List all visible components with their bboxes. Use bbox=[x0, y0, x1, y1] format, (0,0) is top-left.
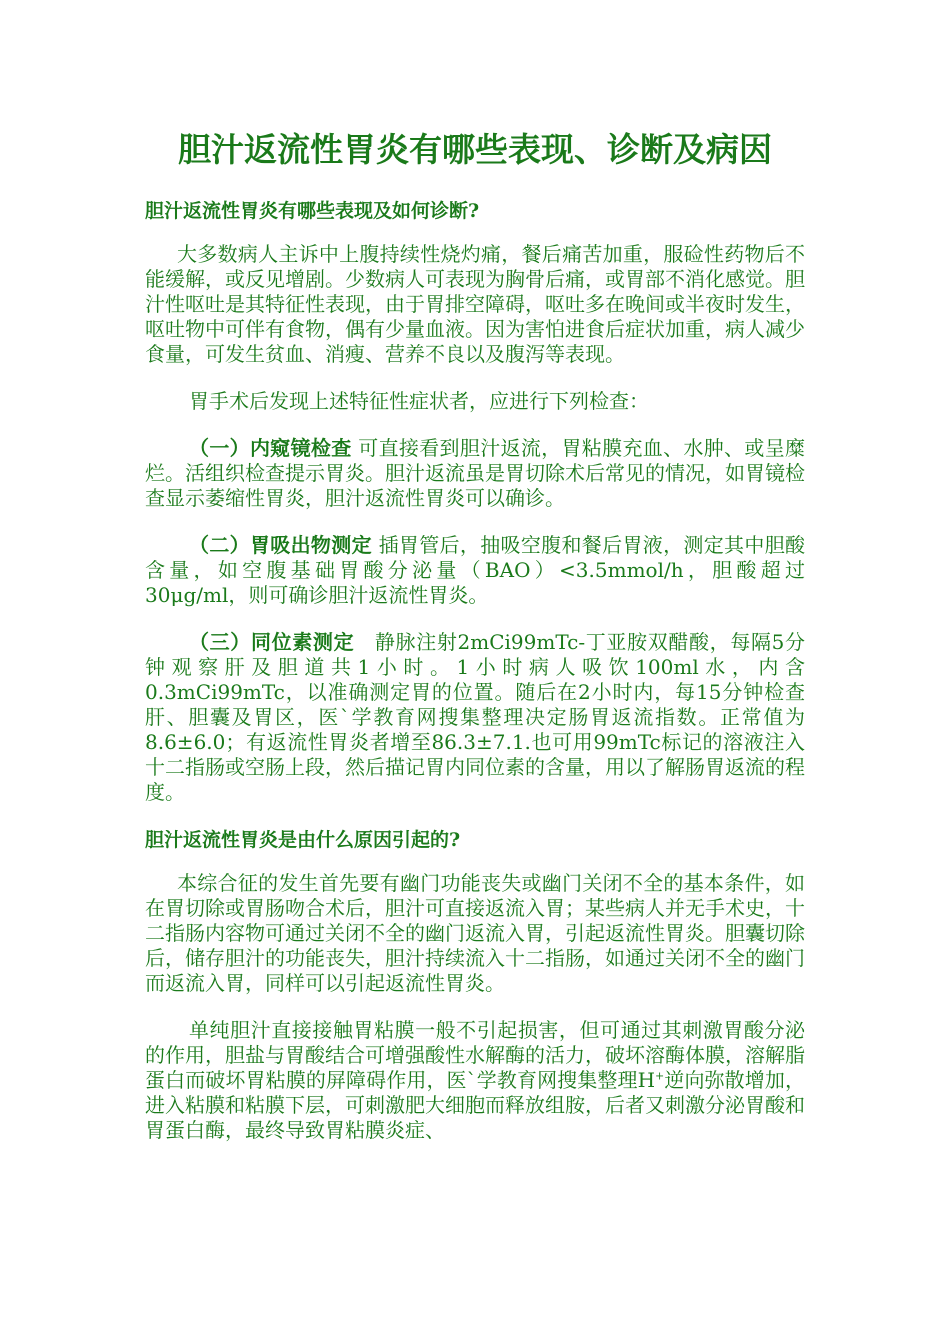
page-title: 胆汁返流性胃炎有哪些表现、诊断及病因 bbox=[178, 130, 772, 169]
item-text-isotope: 静脉注射2mCi99mTc-丁亚胺双醋酸，每隔5分钟观察肝及胆道共1小时。1小时病人吸饮100ml水，内含0.3mCi99mTc，以准确测定胃的位置。随后在2小时内，每15分钟检查肝、胆囊及胃区，医`学教育网搜集整理决定肠胃返流指数。正常值为8.6±6.0；有返流性胃炎者增至86.3±7.1.也可用99mTc标记的溶液注入十二指肠或空肠上段，然后描记胃内同位素的含量，用以了解肠胃返流的程度。 bbox=[145, 630, 806, 804]
section-heading-causes: 胆汁返流性胃炎是由什么原因引起的? bbox=[145, 829, 461, 851]
item-label-isotope: （三）同位素测定 bbox=[189, 630, 355, 654]
section-heading-symptoms-diagnosis: 胆汁返流性胃炎有哪些表现及如何诊断? bbox=[145, 200, 480, 222]
mechanism-text-end: 逆向弥散增加，进入粘膜和粘膜下层，可刺激肥大细胞而释放组胺，后者又刺激分泌胃酸和胃蛋白酶，最终导致胃粘膜炎症、 bbox=[145, 1068, 805, 1142]
paragraph-symptoms: 大多数病人主诉中上腹持续性烧灼痛，餐后痛苦加重，服硷性药物后不能缓解，或反见增剧。少数病人可表现为胸骨后痛，或胃部不消化感觉。胆汁性呕吐是其特征性表现，由于胃排空障碍，呕吐多在晚间或半夜时发生，呕吐物中可伴有食物，偶有少量血液。因为害怕进食后症状加重，病人减少食量，可发生贫血、消瘦、营养不良以及腹泻等表现。 bbox=[145, 242, 805, 366]
paragraph-endoscopy bbox=[145, 436, 805, 511]
document-page bbox=[145, 128, 805, 1165]
item-label-endoscopy: （一）内窥镜检查 bbox=[189, 436, 352, 460]
hydrogen-ion-superscript: + bbox=[655, 1069, 665, 1083]
paragraph-gastric-aspirate bbox=[145, 533, 805, 608]
item-text-endoscopy: 可直接看到胆汁返流，胃粘膜充血、水肿、或呈糜烂。活组织检查提示胃炎。胆汁返流虽是胃切除术后常见的情况，如胃镜检查显示萎缩性胃炎，胆汁返流性胃炎可以确诊。 bbox=[145, 436, 806, 510]
paragraph-causes: 本综合征的发生首先要有幽门功能丧失或幽门关闭不全的基本条件，如在胃切除或胃肠吻合术后，胆汁可直接返流入胃；某些病人并无手术史，十二指肠内容物可通过关闭不全的幽门返流入胃，引起返流性胃炎。胆囊切除后，储存胆汁的功能丧失，胆汁持续流入十二指肠，如通过关闭不全的幽门而返流入胃，同样可以引起返流性胃炎。 bbox=[145, 871, 805, 995]
paragraph-exam-intro: 胃手术后发现上述特征性症状者，应进行下列检查： bbox=[189, 389, 649, 413]
mechanism-text-start: 单纯胆汁直接接触胃粘膜一般不引起损害，但可通过其刺激胃酸分泌的作用，胆盐与胃酸结合可增强酸性水解酶的活力，破坏溶酶体膜，溶解脂蛋白而破坏胃粘膜的屏障碍作用，医`学教育网搜集整理H bbox=[145, 1018, 805, 1092]
paragraph-isotope bbox=[145, 630, 805, 805]
paragraph-mechanism bbox=[145, 1018, 805, 1143]
item-text-gastric-aspirate: 插胃管后，抽吸空腹和餐后胃液，测定其中胆酸含量，如空腹基础胃酸分泌量（BAO）<3.5mmol/h，胆酸超过30μg/ml，则可确诊胆汁返流性胃炎。 bbox=[145, 533, 806, 607]
item-label-gastric-aspirate: （二）胃吸出物测定 bbox=[189, 533, 372, 557]
